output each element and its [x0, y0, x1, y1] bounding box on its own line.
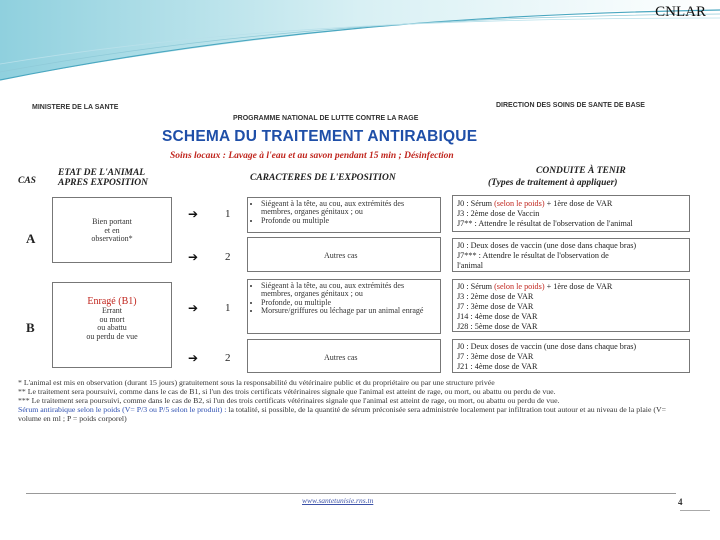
direction-label: DIRECTION DES SOINS DE SANTE DE BASE — [496, 102, 645, 109]
exposure-number-b2: 2 — [225, 352, 231, 364]
footer-divider — [26, 493, 676, 494]
conduct-a1-line2: J3 : 2ème dose de Vaccin — [457, 209, 540, 218]
conduct-box-a2 — [452, 238, 690, 272]
state-a-line1: Bien portant — [92, 217, 132, 226]
exposure-b2-text: Autres cas — [324, 353, 358, 362]
state-a-line3: observation* — [91, 234, 133, 243]
exposure-number-b1: 1 — [225, 302, 231, 314]
state-b-line2: ou mort — [99, 314, 125, 324]
footnotes — [18, 379, 688, 424]
conduct-b2-line2: J7 : 3ème dose de VAR — [457, 352, 534, 361]
conduct-b2-line3: J21 : 4ème dose de VAR — [457, 362, 538, 371]
exposure-number-a2: 2 — [225, 251, 231, 263]
conduct-b2-line1: J0 : Deux doses de vaccin (une dose dans chaque bras) — [457, 342, 637, 351]
footer-url-link[interactable]: www.santetunisie.rns.tn — [302, 496, 374, 505]
conduct-a1-red: (selon le poids) — [494, 199, 545, 208]
footnote-1: * L'animal est mis en observation (durant 15 jours) gratuitement sous la responsabilité du vétérinaire public et du propriétaire ou par une structure privée — [18, 378, 495, 387]
document-subtitle: Soins locaux : Lavage à l'eau et au savon pendant 15 min ; Désinfection — [170, 151, 454, 161]
exposure-box-a2 — [247, 237, 441, 272]
conduct-a2-line2: J7*** : Attendre le résultat de l'observation de — [457, 251, 609, 260]
footnote-3: *** Le traitement sera poursuivi, comme dans le cas de B2, si l'un des trois certificats vétérinaires signale que l'animal est atteint de rage, ou mort, ou abattu ou perdu de vue. — [18, 395, 560, 405]
column-header-caracteres: CARACTERES DE L'EXPOSITION — [250, 173, 396, 183]
row-label-a: A — [26, 231, 36, 246]
exposure-box-b1 — [247, 279, 441, 334]
column-header-etat — [58, 168, 148, 188]
footnote-4-text: la totalité, si possible, de la quantité de sérum préconisée sera administrée localement par infiltration tout autour et au niveau de la plaie (V= volume en ml ; P = poids corporel) — [18, 404, 666, 423]
page-number: 4 — [678, 497, 683, 507]
exposure-number-a1: 1 — [225, 208, 231, 220]
column-header-etat-line1: ETAT DE L'ANIMAL — [58, 168, 146, 178]
state-b-enraged: Enragé (B1) — [87, 296, 137, 307]
conduct-a2-line3: l'animal — [457, 261, 484, 270]
column-header-conduite: CONDUITE À TENIR — [536, 166, 626, 176]
conduct-b1-line2: J3 : 2ème dose de VAR — [457, 292, 534, 301]
state-b-line1: Errant — [102, 306, 122, 315]
ministry-label: MINISTERE DE LA SANTE — [32, 104, 119, 111]
exposure-a1-item: • Profonde ou multiple — [261, 217, 437, 225]
exposure-a1-item: • Siégeant à la tête, au cou, aux extrémités des membres, organes génitaux ; ou — [261, 200, 437, 217]
arrow-right-icon: ➔ — [188, 301, 199, 315]
row-label-b: B — [26, 320, 35, 335]
footnote-4 — [18, 406, 688, 424]
state-box-b — [52, 282, 172, 368]
column-header-conduite-sub: (Types de traitement à appliquer) — [488, 178, 618, 188]
exposure-b1-item: • Morsure/griffures ou léchage par un animal enragé — [261, 307, 437, 315]
conduct-b1-line4: J14 : 4ème dose de VAR — [457, 312, 538, 321]
conduct-a1-line3: J7** : Attendre le résultat de l'observation de l'animal — [457, 219, 633, 228]
conduct-box-b1 — [452, 279, 690, 332]
conduct-box-a1 — [452, 195, 690, 232]
arrow-right-icon: ➔ — [188, 250, 199, 264]
state-b-line3: ou abattu — [97, 323, 127, 332]
conduct-a1-line1: J0 : Sérum (selon le poids) + 1ère dose de VAR — [457, 199, 613, 208]
column-header-cas: CAS — [18, 176, 36, 186]
programme-label: PROGRAMME NATIONAL DE LUTTE CONTRE LA RAGE — [233, 115, 419, 122]
exposure-b1-item: • Siégeant à la tête, au cou, aux extrémités des membres, organes génitaux ; ou — [261, 282, 437, 299]
arrow-right-icon: ➔ — [188, 351, 199, 365]
footnote-2: ** Le traitement sera poursuivi, comme dans le cas de B1, si l'un des trois certificats vétérinaires signale que l'animal est atteint de rage, ou mort, ou abattu ou perdu de vue. — [18, 386, 556, 396]
exposure-box-b2 — [247, 339, 441, 373]
page-number-divider — [680, 510, 710, 511]
state-b-line4: ou perdu de vue — [86, 331, 138, 341]
slide-banner-decoration — [0, 0, 720, 90]
conduct-a2-line1: J0 : Deux doses de vaccin (une dose dans chaque bras) — [457, 241, 637, 250]
document-title: SCHEMA DU TRAITEMENT ANTIRABIQUE — [162, 128, 478, 145]
conduct-box-b2 — [452, 339, 690, 373]
conduct-b1-line5: J28 : 5ème dose de VAR — [457, 322, 538, 331]
exposure-a2-text: Autres cas — [324, 251, 358, 260]
exposure-b1-item: • Profonde, ou multiple — [261, 299, 437, 307]
conduct-b1-red: (selon le poids) — [494, 282, 545, 291]
state-a-line2: et en — [104, 225, 120, 235]
arrow-right-icon: ➔ — [188, 207, 199, 221]
footnote-4-serum: Sérum antirabique selon le poids (V= P/3 ou P/5 selon le produit) : — [18, 404, 227, 414]
brand-label: CNLAR — [655, 4, 706, 20]
state-box-a — [52, 197, 172, 263]
exposure-box-a1 — [247, 197, 441, 233]
conduct-b1-line1: J0 : Sérum (selon le poids) + 1ère dose de VAR — [457, 282, 613, 291]
column-header-etat-line2: APRES EXPOSITION — [58, 178, 149, 188]
conduct-b1-line3: J7 : 3ème dose de VAR — [457, 302, 534, 311]
